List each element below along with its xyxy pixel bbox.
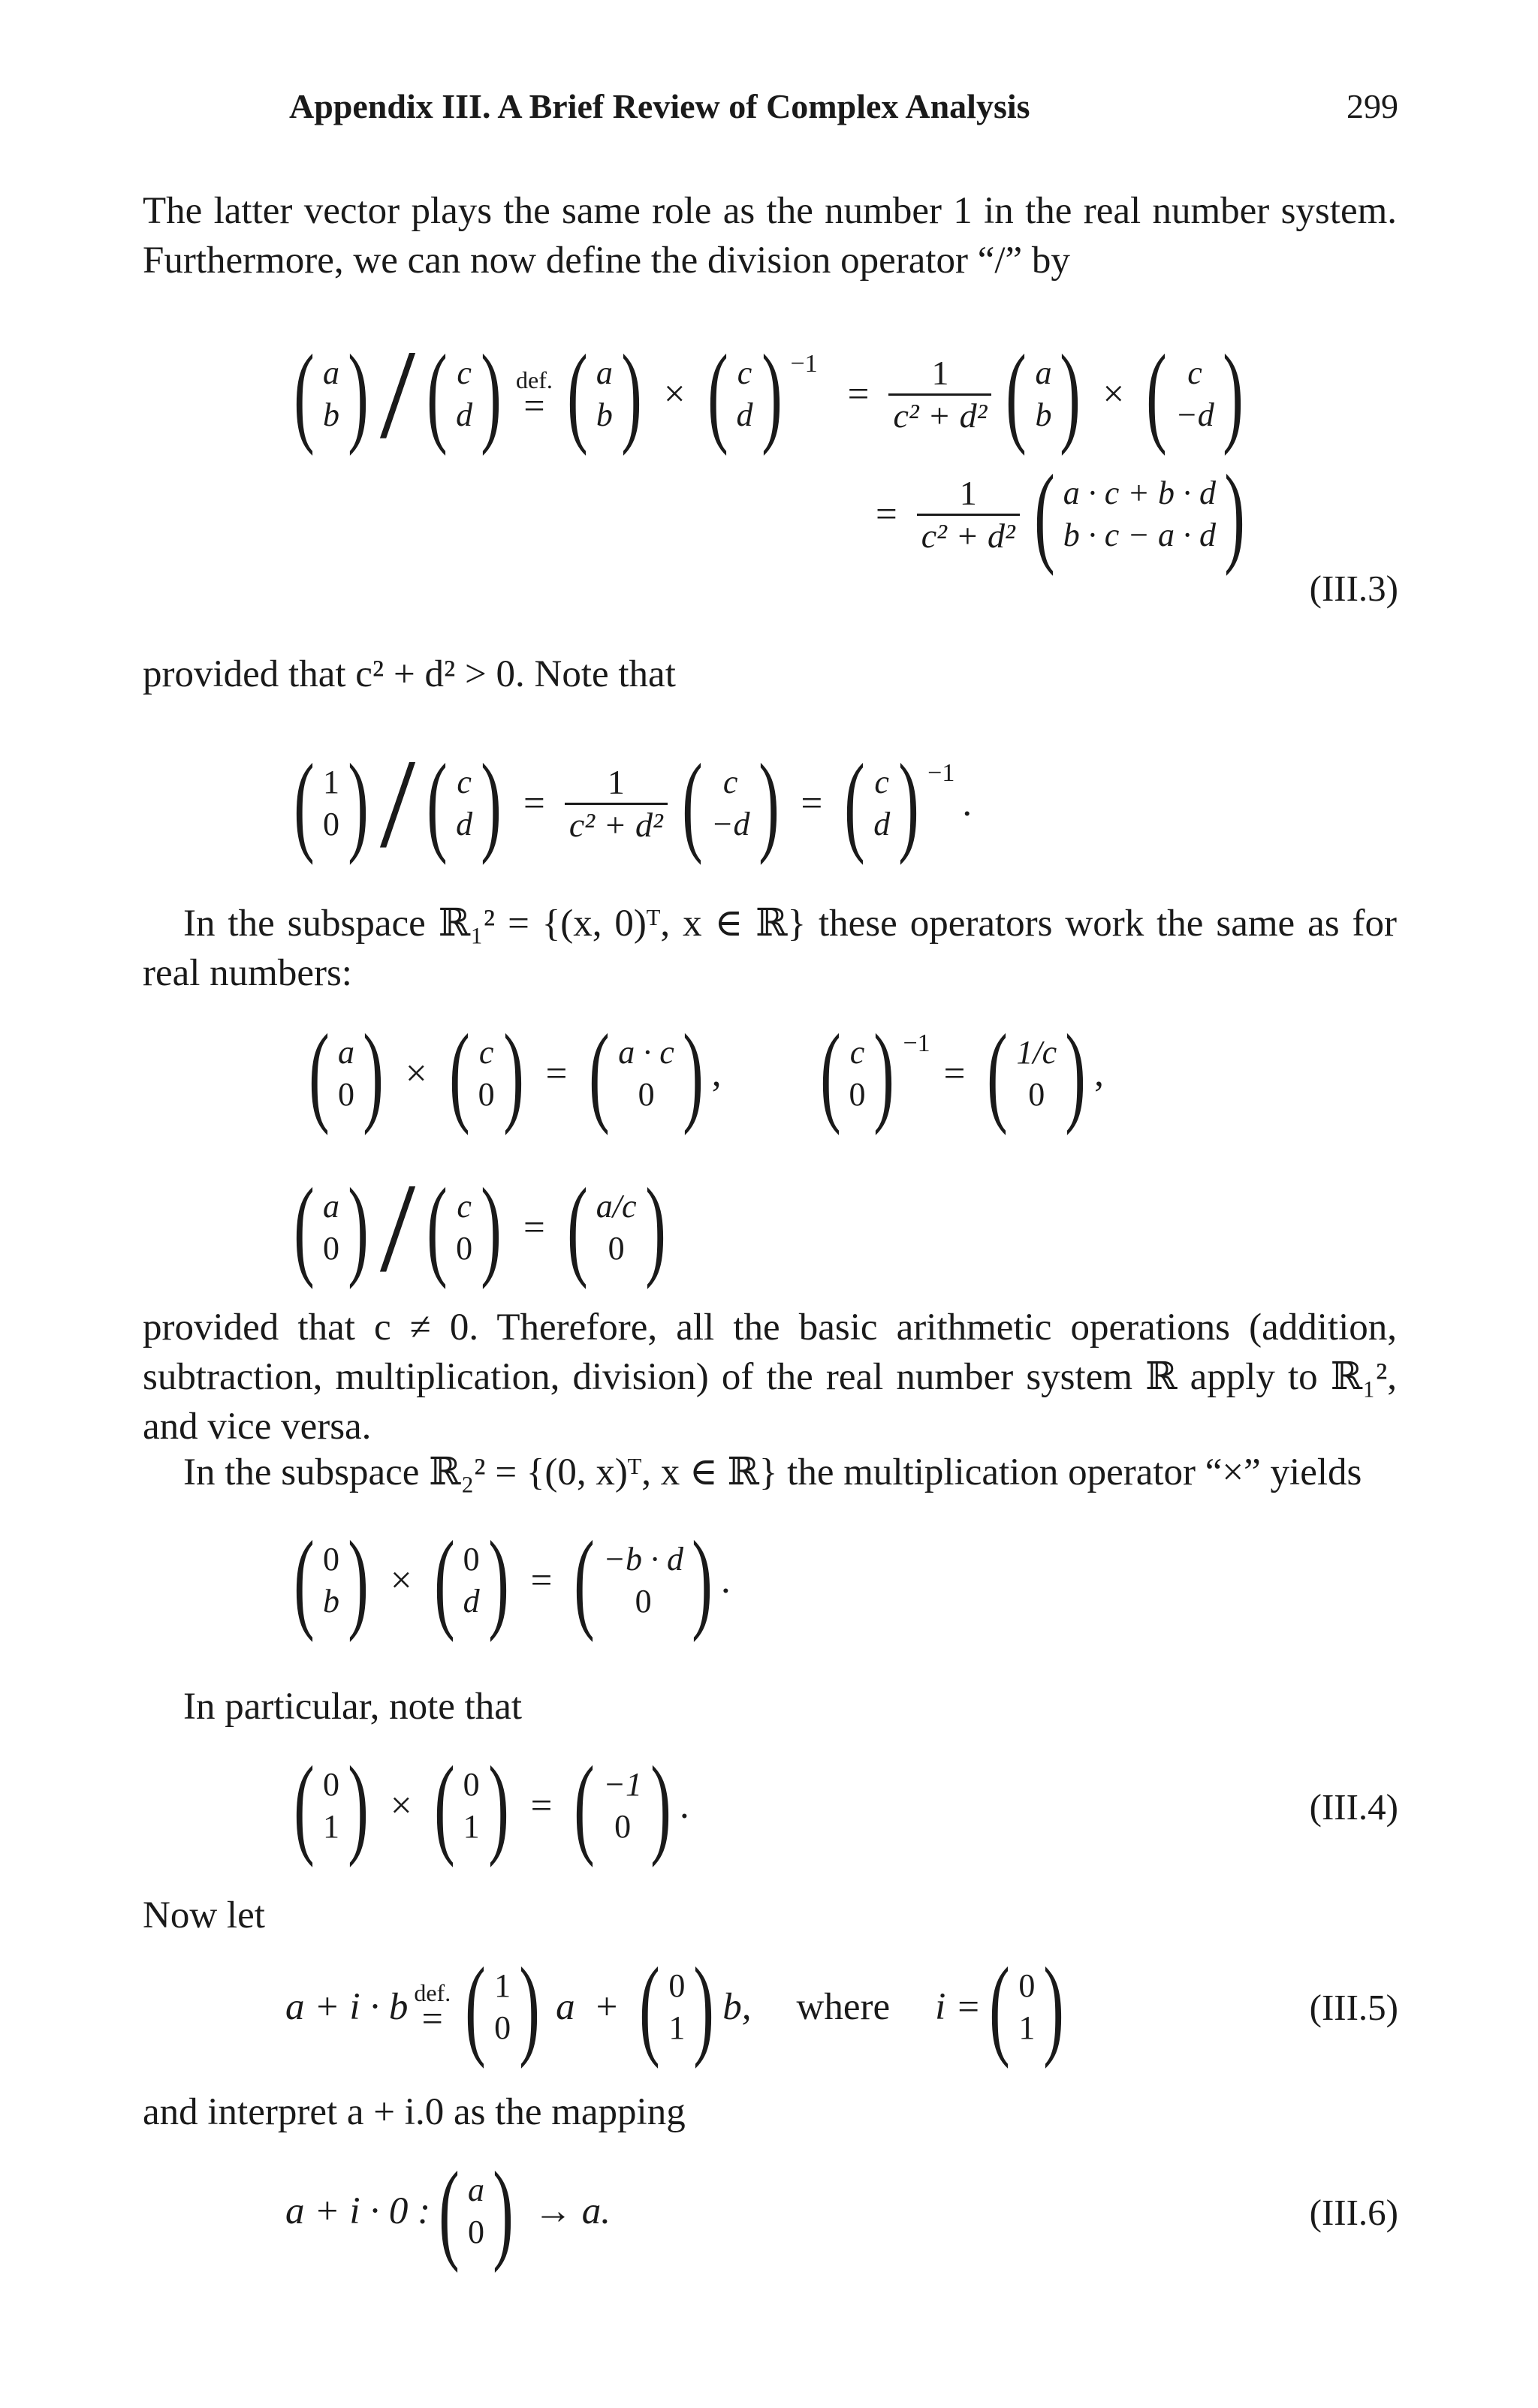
paragraph-8: and interpret a + i.0 as the mapping <box>143 2091 686 2133</box>
fraction: $\frac{1}{\text{c² + d²}}$ <box>888 353 991 436</box>
equation-tag-iii5: (III.5) <box>1309 1987 1398 2028</box>
equation-inverse: ( 1 0 ) / ( c d ) = $\frac{1}{\text{c² + d²}}$ ( c −d ) = ( c d ) −1 . <box>294 733 973 874</box>
paragraph-4: provided that c ≠ 0. Therefore, all the basic arithmetic operations (addition, subtraction, multiplication, division) of the real number system ℝ apply to ℝ₁², and vice versa. <box>143 1306 1397 1448</box>
vector-cd: ( c d ) <box>427 332 502 457</box>
paragraph-6: In particular, note that <box>183 1686 523 1728</box>
paragraph-3: In the subspace ℝ₁² = {(x, 0)ᵀ, x ∈ ℝ} these operators work the same as for real numbers: <box>143 903 1397 994</box>
equation-tag-iii6: (III.6) <box>1309 2192 1398 2233</box>
equation-iii4: ( 0 1 ) × ( 0 1 ) = ( −1 0 ) . <box>294 1743 689 1868</box>
equation-iii6: a + i · 0 : ( a 0 ) → a. <box>285 2149 611 2274</box>
equation-tag-iii3: (III.3) <box>1309 568 1398 609</box>
equation-iii3-line2: = $\frac{1}{\text{c² + d²}}$ ( a · c + b · d b · c − a · d ) <box>876 452 1245 577</box>
paragraph-2: provided that c² + d² > 0. Note that <box>143 653 676 695</box>
paragraph-1: The latter vector plays the same role as the number 1 in the real number system. Furthermore, we can now define the division operator “/” by <box>143 190 1397 282</box>
equation-imag-multiply: ( 0 b ) × ( 0 d ) = ( −b · d 0 ) . <box>294 1518 731 1643</box>
paragraph-7: Now let <box>143 1894 265 1936</box>
equation-iii5: a + i · b def. = ( 1 0 ) a + ( 0 1 ) b, where i = ( 0 1 ) <box>285 1945 1065 2069</box>
equation-tag-iii4: (III.4) <box>1309 1786 1398 1828</box>
equation-real-divide: ( a 0 ) / ( c 0 ) = ( a/c 0 ) <box>294 1157 666 1298</box>
def-equals: def. = <box>516 366 553 426</box>
paragraph-5: In the subspace ℝ₂² = {(0, x)ᵀ, x ∈ ℝ} the multiplication operator “×” yields <box>183 1451 1362 1493</box>
running-title: Appendix III. A Brief Review of Complex Analysis <box>289 87 1030 125</box>
vector-ab: ( a b ) <box>294 332 369 457</box>
equation-real-multiply: ( a 0 ) × ( c 0 ) = ( a · c 0 ) , ( c 0 ) −1 = ( 1/c 0 ) , <box>309 1011 1104 1136</box>
page-number: 299 <box>1347 87 1398 125</box>
equation-iii3-line1: ( a b ) / ( c d ) def. = ( a b ) × ( c d ) −1 = $\frac{1}{\text{c² + d²}}$ ( a b ) × ( c −d ) <box>285 330 1252 458</box>
